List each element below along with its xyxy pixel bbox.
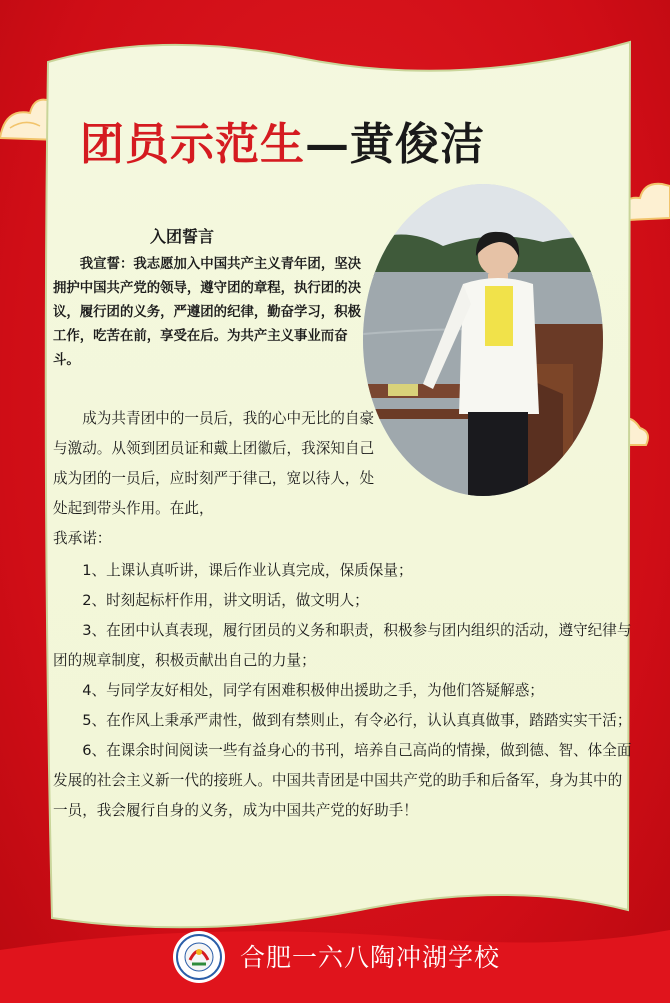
- oath-heading: 入团誓言: [150, 227, 215, 246]
- student-photo: [363, 184, 603, 496]
- intro-paragraph: 成为共青团中的一员后，我的心中无比的自豪与激动。从领到团员证和戴上团徽后，我深知自己成为团的一员后，应时刻严于律己，宽以待人，处处起到带头作用。在此，: [53, 410, 375, 517]
- oath-text: 我宣誓：我志愿加入中国共产主义青年团，坚决拥护中国共产党的领导，遵守团的章程，执行团的决议，履行团的义务，严遵团的纪律，勤奋学习，积极工作，吃苦在前，享受在后。为共产主义事业而奋斗。: [53, 257, 361, 368]
- page-title: [80, 108, 485, 172]
- commitment-list: [53, 556, 633, 826]
- list-item: 2、时刻起标杆作用，讲文明话，做文明人；: [82, 592, 369, 609]
- title-honor: 团员示范生: [80, 119, 305, 170]
- school-emblem-icon: [172, 930, 226, 984]
- list-item: 6、在课余时间阅读一些有益身心的书刊，培养自己高尚的情操，做到德、智、体全面发展的社会主义新一代的接班人。中国共青团是中国共产党的助手和后备军，身为其中的一员，我会履行自身的义务，成为中国共产党的好助手！: [53, 742, 632, 819]
- title-name: —黄俊洁: [305, 119, 485, 170]
- list-item: 3、在团中认真表现，履行团员的义务和职责，积极参与团内组织的活动，遵守纪律与团的规章制度，积极贡献出自己的力量；: [53, 622, 632, 669]
- list-item: 5、在作风上秉承严肃性，做到有禁则止，有令必行，认认真真做事，踏踏实实干活；: [82, 712, 632, 729]
- school-name: 合肥一六八陶冲湖学校: [240, 943, 501, 972]
- commitment-lead: 我承诺：: [53, 530, 112, 547]
- list-item: 4、与同学友好相处，同学有困难积极伸出援助之手，为他们答疑解惑；: [82, 682, 544, 699]
- list-item: 1、上课认真听讲，课后作业认真完成，保质保量；: [82, 562, 413, 579]
